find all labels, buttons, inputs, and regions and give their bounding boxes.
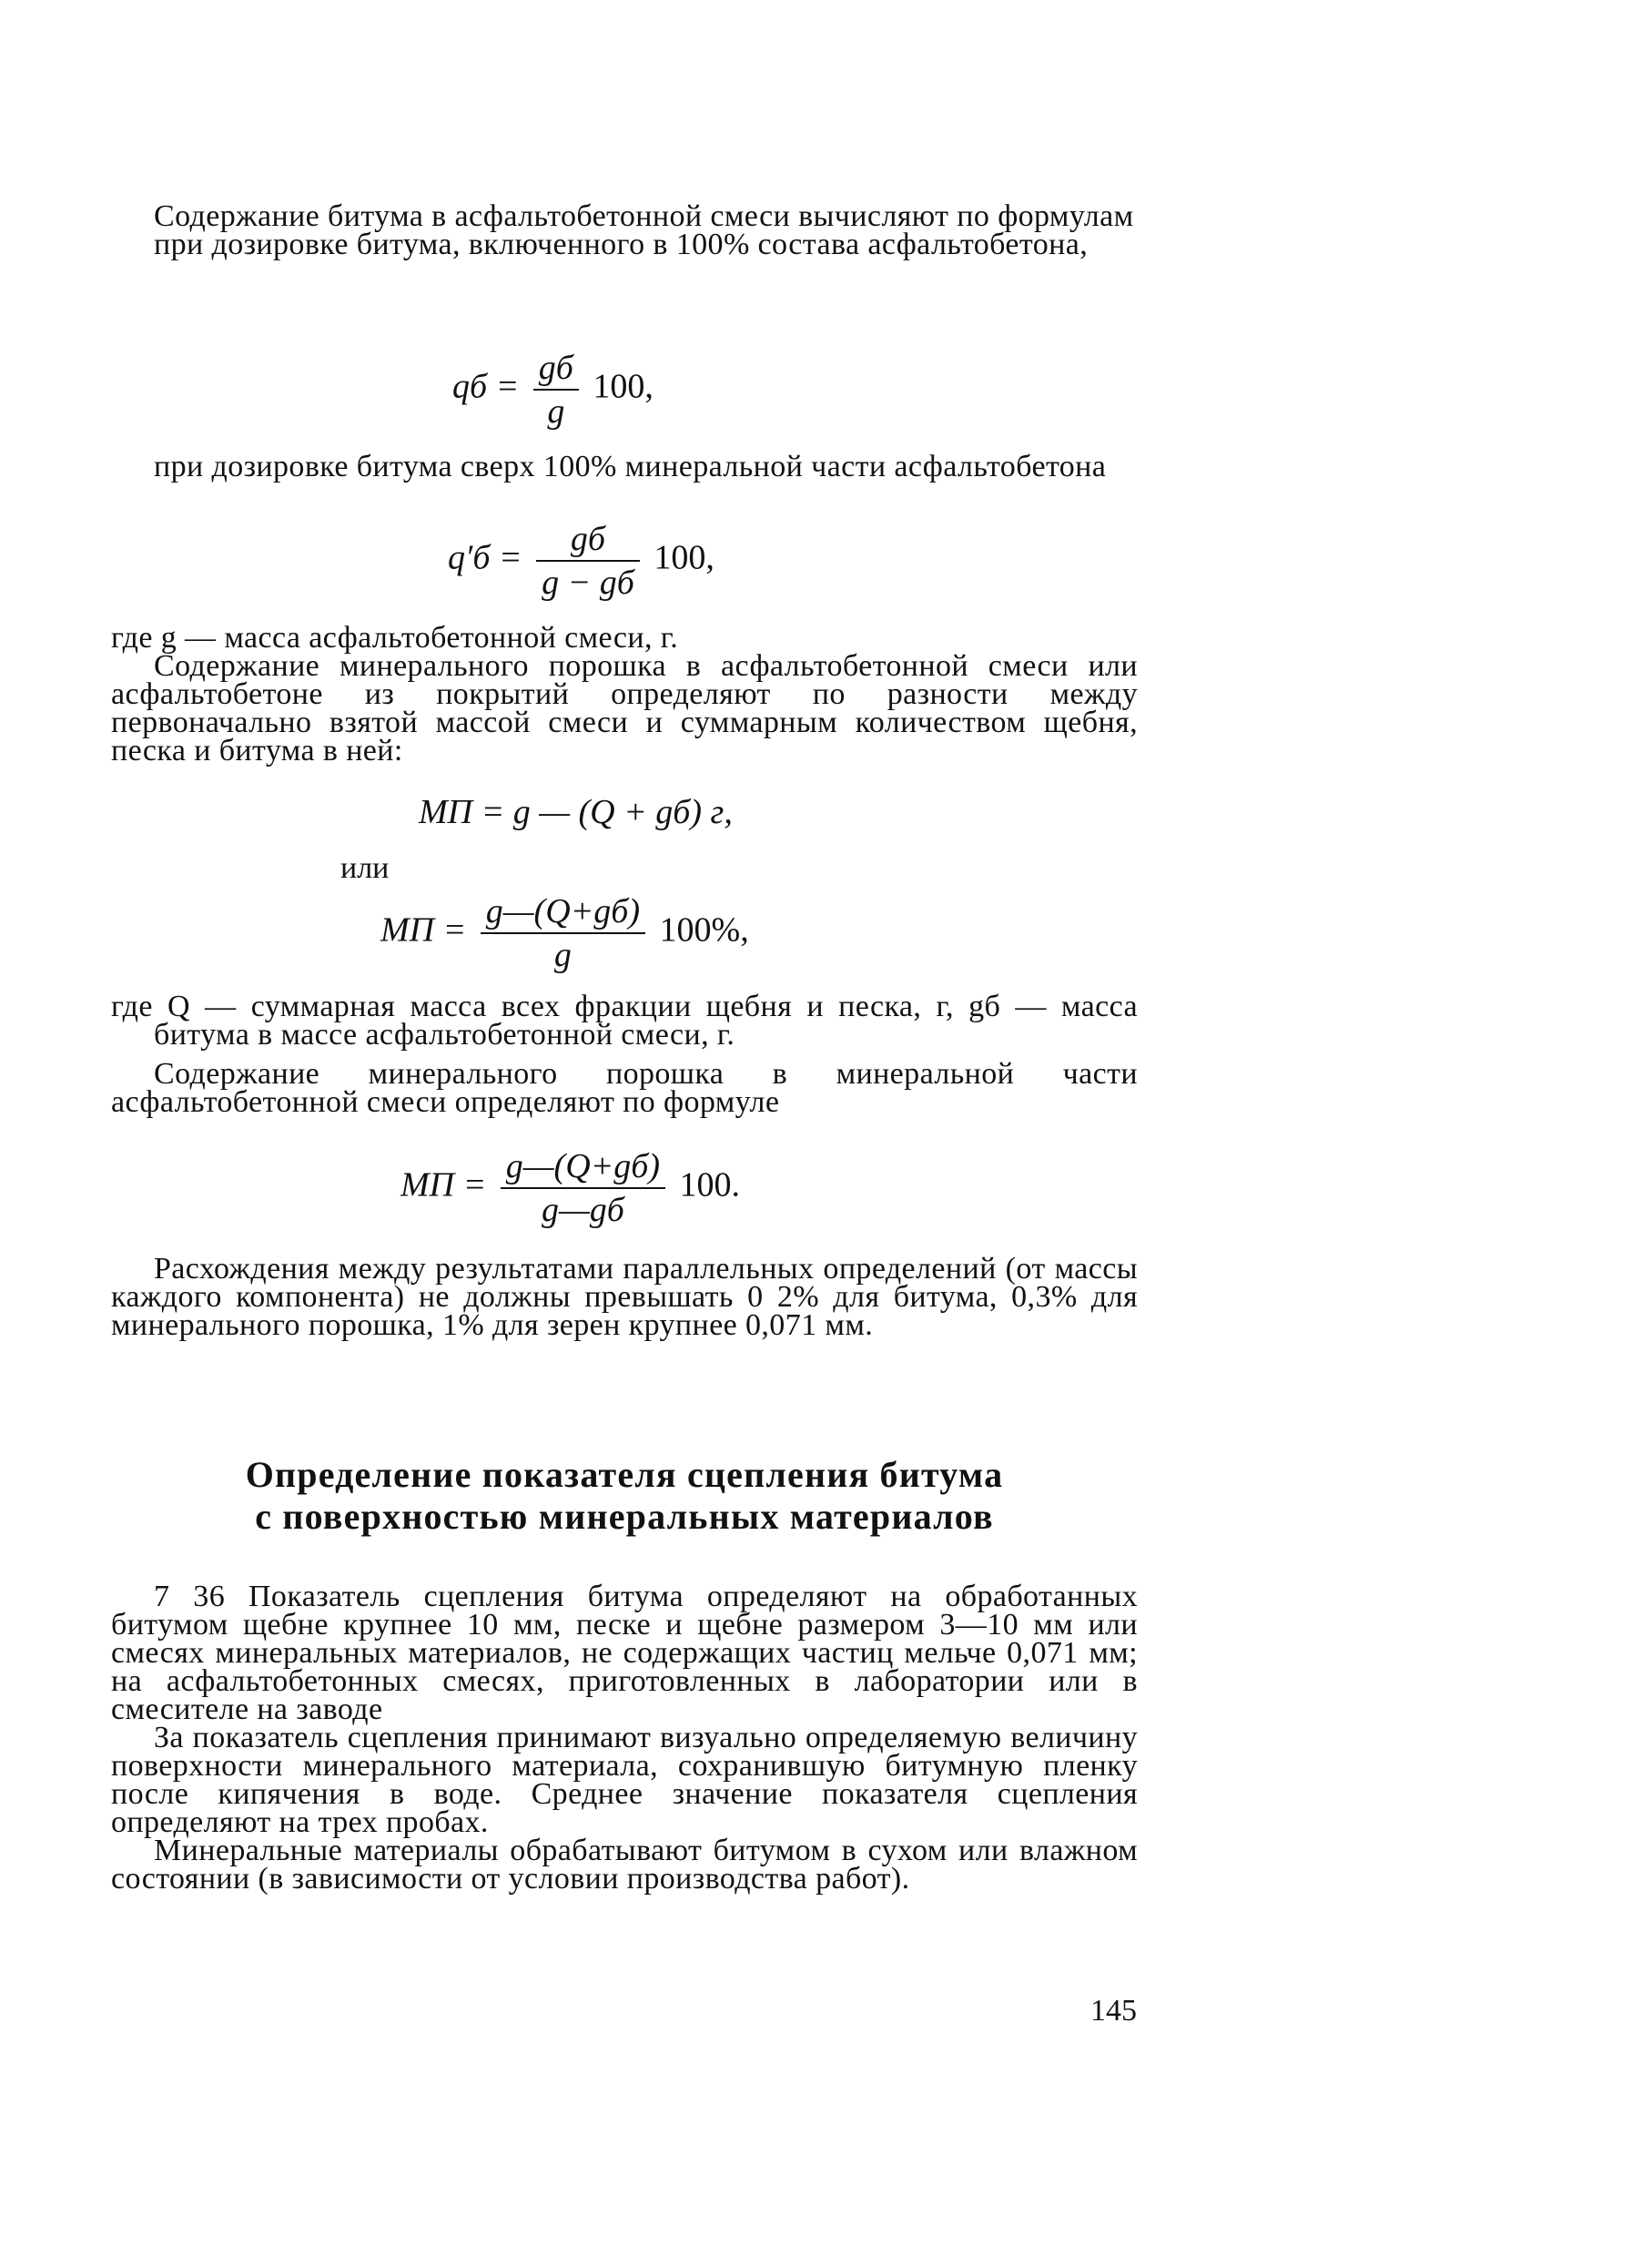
paragraph-where-q: где Q — суммарная масса всех фракции щебня и песка, г, gб — масса битума в массе асфальтобетонной смеси, г. bbox=[111, 990, 1138, 1052]
denominator: g bbox=[547, 392, 565, 431]
paragraph-adhesion-index: За показатель сцепления принимают визуально определяемую величину поверхности минерального материала, сохранившую битумную пленку после кипячения в воде. Среднее значение показателя сцепления определяют на трех пробах. bbox=[111, 1721, 1138, 1839]
paragraph-7-36: 7 36 Показатель сцепления битума определяют на обработанных битумом щебне крупнее 10 мм, песке и щебне размером 3—10 мм или смесях минеральных материалов, не содержащих частиц мельче 0,071 мм; на асфальтобетонных смесях, приготовленных в лаборатории или в смесителе на заводе bbox=[111, 1580, 1138, 1726]
paragraph-discrepancy: Расхождения между результатами параллельных определений (от массы каждого компонента) не должны превышать 0 2% для битума, 0,3% для минерального порошка, 1% для зерен крупнее 0,071 мм. bbox=[111, 1252, 1138, 1342]
text-block-5 bbox=[111, 1252, 1138, 1342]
paragraph-mineral-powder: Содержание минерального порошка в асфальтобетонной смеси или асфальтобетоне из покрытий определяют по разности между первоначально взятой массой смеси и суммарным количеством щебня, песка и битума в ней: bbox=[111, 649, 1138, 768]
numerator: g—(Q+gб) bbox=[481, 894, 645, 934]
formula-lhs: q′б = bbox=[448, 538, 522, 577]
paragraph-mineral-part: Содержание минерального порошка в минеральной части асфальтобетонной смеси определяют по формуле bbox=[111, 1057, 1138, 1119]
denominator: g—gб bbox=[541, 1191, 624, 1229]
formula-lhs: МП = bbox=[380, 910, 467, 950]
text-block-2 bbox=[111, 452, 1138, 481]
formula-lhs: МП = bbox=[400, 1165, 487, 1205]
paragraph-dosage-over: при дозировке битума сверх 100% минеральной части асфальтобетона bbox=[154, 450, 1107, 483]
page-number: 145 bbox=[1090, 1994, 1137, 2028]
numerator: g—(Q+gб) bbox=[501, 1149, 665, 1189]
fraction bbox=[533, 351, 579, 429]
formula-bitumen-content bbox=[452, 351, 654, 429]
section-heading bbox=[111, 1454, 1138, 1538]
fraction bbox=[501, 1149, 665, 1227]
formula-lhs: qб = bbox=[452, 367, 520, 406]
formula-expression: МП = g — (Q + gб) г, bbox=[419, 793, 733, 831]
text-block-1 bbox=[111, 199, 1138, 261]
formula-bitumen-content-over bbox=[448, 522, 715, 600]
formula-mp-mineral bbox=[400, 1149, 740, 1227]
formula-tail: 100, bbox=[654, 538, 715, 577]
formula-tail: 100. bbox=[679, 1165, 741, 1205]
paragraph-dosage-included: при дозировке битума, включенного в 100% состава асфальтобетона, bbox=[154, 228, 1089, 261]
paragraph-where-g: где g — масса асфальтобетонной смеси, г. bbox=[111, 621, 679, 655]
heading-line-2: с поверхностью минеральных материалов bbox=[255, 1496, 994, 1537]
denominator: g bbox=[553, 936, 572, 974]
text-block-3 bbox=[111, 621, 1138, 768]
heading-line-1: Определение показателя сцепления битума bbox=[245, 1454, 1004, 1495]
formula-mp-percent bbox=[380, 894, 749, 972]
denominator: g − gб bbox=[542, 564, 634, 602]
fraction bbox=[481, 894, 645, 972]
fraction bbox=[536, 522, 640, 600]
formula-mp-grams bbox=[419, 795, 733, 829]
paragraph-mineral-treatment: Минеральные материалы обрабатывают битумом в сухом или влажном состоянии (в зависимости от условии производства работ). bbox=[111, 1834, 1138, 1896]
numerator: gб bbox=[536, 522, 640, 562]
formula-tail: 100, bbox=[593, 367, 654, 406]
numerator: gб bbox=[533, 351, 579, 391]
formula-tail: 100%, bbox=[659, 910, 749, 950]
paragraph-intro: Содержание битума в асфальтобетонной смеси вычисляют по формулам bbox=[154, 199, 1134, 233]
or-label: или bbox=[340, 851, 390, 885]
text-block-4 bbox=[111, 990, 1138, 1119]
text-block-6 bbox=[111, 1580, 1138, 1896]
